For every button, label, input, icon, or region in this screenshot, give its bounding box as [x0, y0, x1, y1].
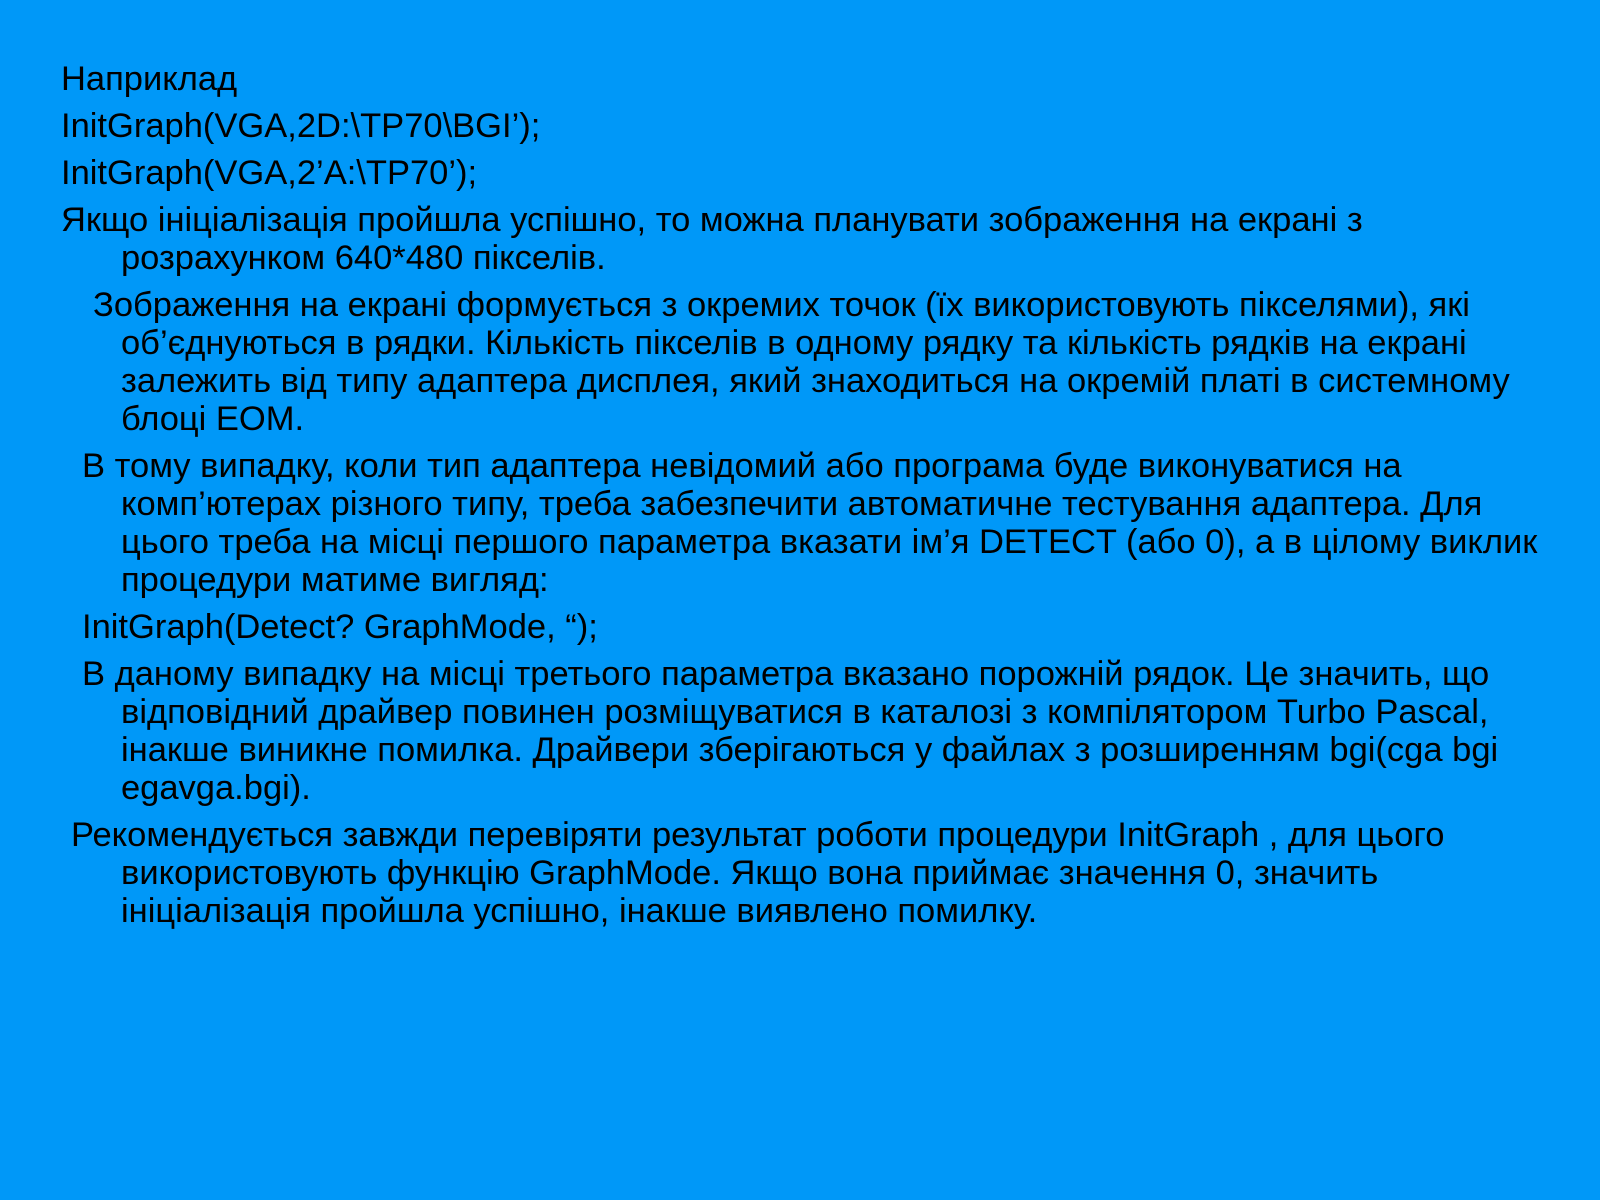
paragraph-code-line-1: InitGraph(VGA,2D:\TP70\BGI’);	[61, 107, 541, 145]
paragraph-recommendation: Рекомендується завжди перевіряти результат роботи процедури InitGraph , для цього використовують функцію GraphMode. Якщо вона приймає значення 0, значить ініціалізація пройшла успішно, інакше виявлено помилку.	[71, 816, 1445, 930]
paragraph-code-line-3: InitGraph(Detect? GraphMode, “);	[82, 608, 598, 646]
paragraph-driver: В даному випадку на місці третього параметра вказано порожній рядок. Це значить, що відповідний драйвер повинен розміщуватися в каталозі з компілятором Turbo Pascal, інакше виникне помилка. Драйвери зберігаються у файлах з розширенням bgi(cga bgi egavga.bgi).	[82, 655, 1499, 807]
paragraph-example-heading: Наприклад	[61, 60, 238, 98]
paragraph-pixels: Зображення на екрані формується з окремих точок (їх використовують пікселями), які об’єднуються в рядки. Кількість пікселів в одному рядку та кількість рядків на екрані залежить від типу адаптера дисплея, який знаходиться на окремій платі в системному блоці ЕОМ.	[93, 286, 1510, 438]
paragraph-init-success: Якщо ініціалізація пройшла успішно, то можна планувати зображення на екрані з розрахунком 640*480 пікселів.	[61, 201, 1363, 277]
paragraph-code-line-2: InitGraph(VGA,2’A:\TP70’);	[61, 154, 478, 192]
paragraph-detect: В тому випадку, коли тип адаптера невідомий або програма буде виконуватися на комп’ютерах різного типу, треба забезпечити автоматичне тестування адаптера. Для цього треба на місці першого параметра вказати ім’я DETECT (або 0), а в цілому виклик процедури матиме вигляд:	[82, 447, 1538, 599]
